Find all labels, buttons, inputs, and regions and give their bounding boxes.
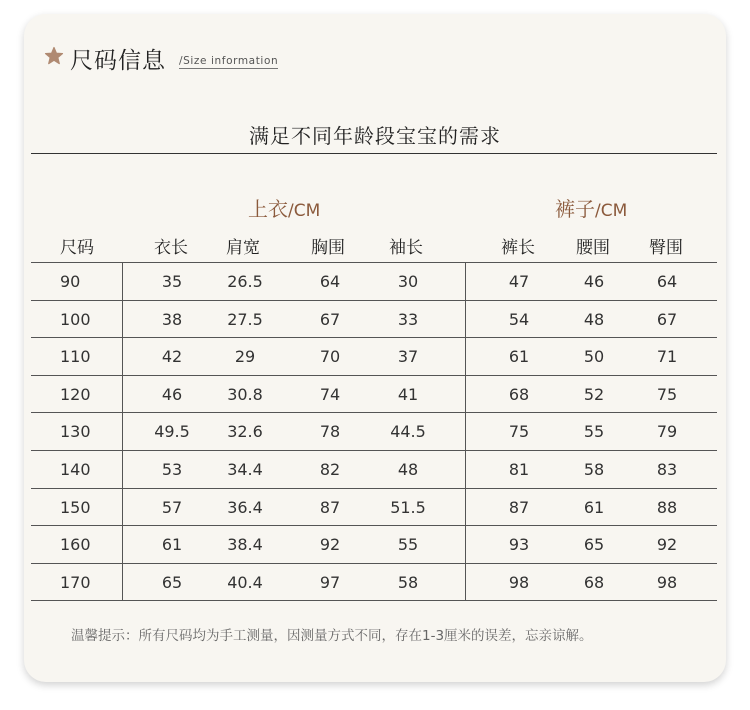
measurement-note: 温馨提示：所有尺码均为手工测量，因测量方式不同，存在1-3厘米的误差，忘亲谅解。 [71, 628, 593, 644]
table-cell: 46 [583, 272, 605, 291]
table-cell: 58 [583, 460, 605, 479]
table-cell: 26.5 [227, 272, 263, 291]
table-cell: 54 [508, 309, 530, 329]
table-cell: 110 [60, 347, 91, 367]
table-cell: 71 [656, 347, 678, 367]
star-icon [44, 46, 64, 66]
table-cell: 130 [60, 422, 91, 442]
table-cell: 120 [60, 384, 91, 404]
table-cell: 42 [161, 347, 183, 367]
table-cell: 46 [161, 384, 183, 404]
column-header: 尺码 [60, 238, 94, 258]
table-cell: 37 [397, 347, 419, 367]
table-cell: 75 [508, 422, 530, 442]
table-cell: 33 [397, 309, 419, 329]
table-cell: 98 [656, 572, 678, 592]
column-header: 臀围 [649, 238, 683, 258]
table-cell: 44.5 [390, 422, 426, 442]
row-divider [31, 563, 717, 564]
table-cell: 38 [161, 309, 183, 329]
table-cell: 65 [161, 572, 183, 592]
table-cell: 97 [319, 572, 341, 592]
table-cell: 140 [60, 460, 91, 479]
table-cell: 53 [161, 460, 183, 479]
row-divider [31, 412, 717, 413]
table-cell: 50 [583, 347, 605, 367]
column-header: 袖长 [389, 238, 423, 258]
table-cell: 48 [397, 460, 419, 479]
table-cell: 82 [319, 460, 341, 479]
table-cell: 67 [319, 309, 341, 329]
size-card [24, 14, 726, 682]
row-divider [31, 262, 717, 263]
table-cell: 41 [397, 384, 419, 404]
table-cell: 65 [583, 535, 605, 555]
table-cell: 83 [656, 460, 678, 479]
table-cell: 160 [60, 535, 91, 555]
page-subtitle: /Size information [179, 55, 279, 67]
table-cell: 67 [656, 309, 678, 329]
table-cell: 32.6 [227, 422, 263, 442]
table-cell: 55 [397, 535, 419, 555]
table-cell: 48 [583, 309, 605, 329]
table-cell: 150 [60, 497, 91, 517]
table-cell: 61 [508, 347, 530, 367]
column-header: 腰围 [576, 238, 610, 258]
table-cell: 87 [508, 497, 530, 517]
table-cell: 61 [161, 535, 183, 555]
table-cell: 40.4 [227, 572, 263, 592]
top-divider [31, 153, 717, 154]
row-divider [31, 375, 717, 376]
table-cell: 92 [319, 535, 341, 555]
column-divider [122, 262, 123, 600]
table-cell: 70 [319, 347, 341, 367]
row-divider [31, 300, 717, 301]
table-cell: 35 [161, 272, 183, 291]
table-cell: 79 [656, 422, 678, 442]
table-cell: 74 [319, 384, 341, 404]
table-cell: 49.5 [154, 422, 190, 442]
table-cell: 92 [656, 535, 678, 555]
column-header: 衣长 [154, 238, 188, 258]
row-divider [31, 600, 717, 601]
group-label-pants: 裤子/CM [555, 197, 628, 221]
column-divider [465, 262, 466, 600]
table-cell: 75 [656, 384, 678, 404]
table-cell: 87 [319, 497, 341, 517]
table-cell: 100 [60, 309, 91, 329]
table-cell: 51.5 [390, 497, 426, 517]
table-cell: 47 [508, 272, 530, 291]
table-cell: 170 [60, 572, 91, 592]
row-divider [31, 337, 717, 338]
table-cell: 38.4 [227, 535, 263, 555]
page-title: 尺码信息 [70, 48, 166, 74]
table-cell: 68 [508, 384, 530, 404]
table-cell: 78 [319, 422, 341, 442]
table-cell: 36.4 [227, 497, 263, 517]
table-cell: 81 [508, 460, 530, 479]
table-cell: 34.4 [227, 460, 263, 479]
table-title: 满足不同年龄段宝宝的需求 [249, 124, 501, 148]
row-divider [31, 450, 717, 451]
table-cell: 55 [583, 422, 605, 442]
group-label-top: 上衣/CM [248, 197, 321, 221]
table-cell: 30.8 [227, 384, 263, 404]
table-cell: 98 [508, 572, 530, 592]
column-header: 裤长 [501, 238, 535, 258]
table-cell: 29 [234, 347, 256, 367]
row-divider [31, 525, 717, 526]
table-cell: 64 [319, 272, 341, 291]
table-cell: 30 [397, 272, 419, 291]
table-cell: 61 [583, 497, 605, 517]
table-cell: 68 [583, 572, 605, 592]
table-cell: 88 [656, 497, 678, 517]
table-cell: 64 [656, 272, 678, 291]
column-header: 胸围 [311, 238, 345, 258]
column-header: 肩宽 [226, 238, 260, 258]
row-divider [31, 488, 717, 489]
table-cell: 27.5 [227, 309, 263, 329]
table-cell: 90 [60, 272, 81, 291]
table-cell: 57 [161, 497, 183, 517]
table-cell: 58 [397, 572, 419, 592]
table-cell: 52 [583, 384, 605, 404]
table-cell: 93 [508, 535, 530, 555]
